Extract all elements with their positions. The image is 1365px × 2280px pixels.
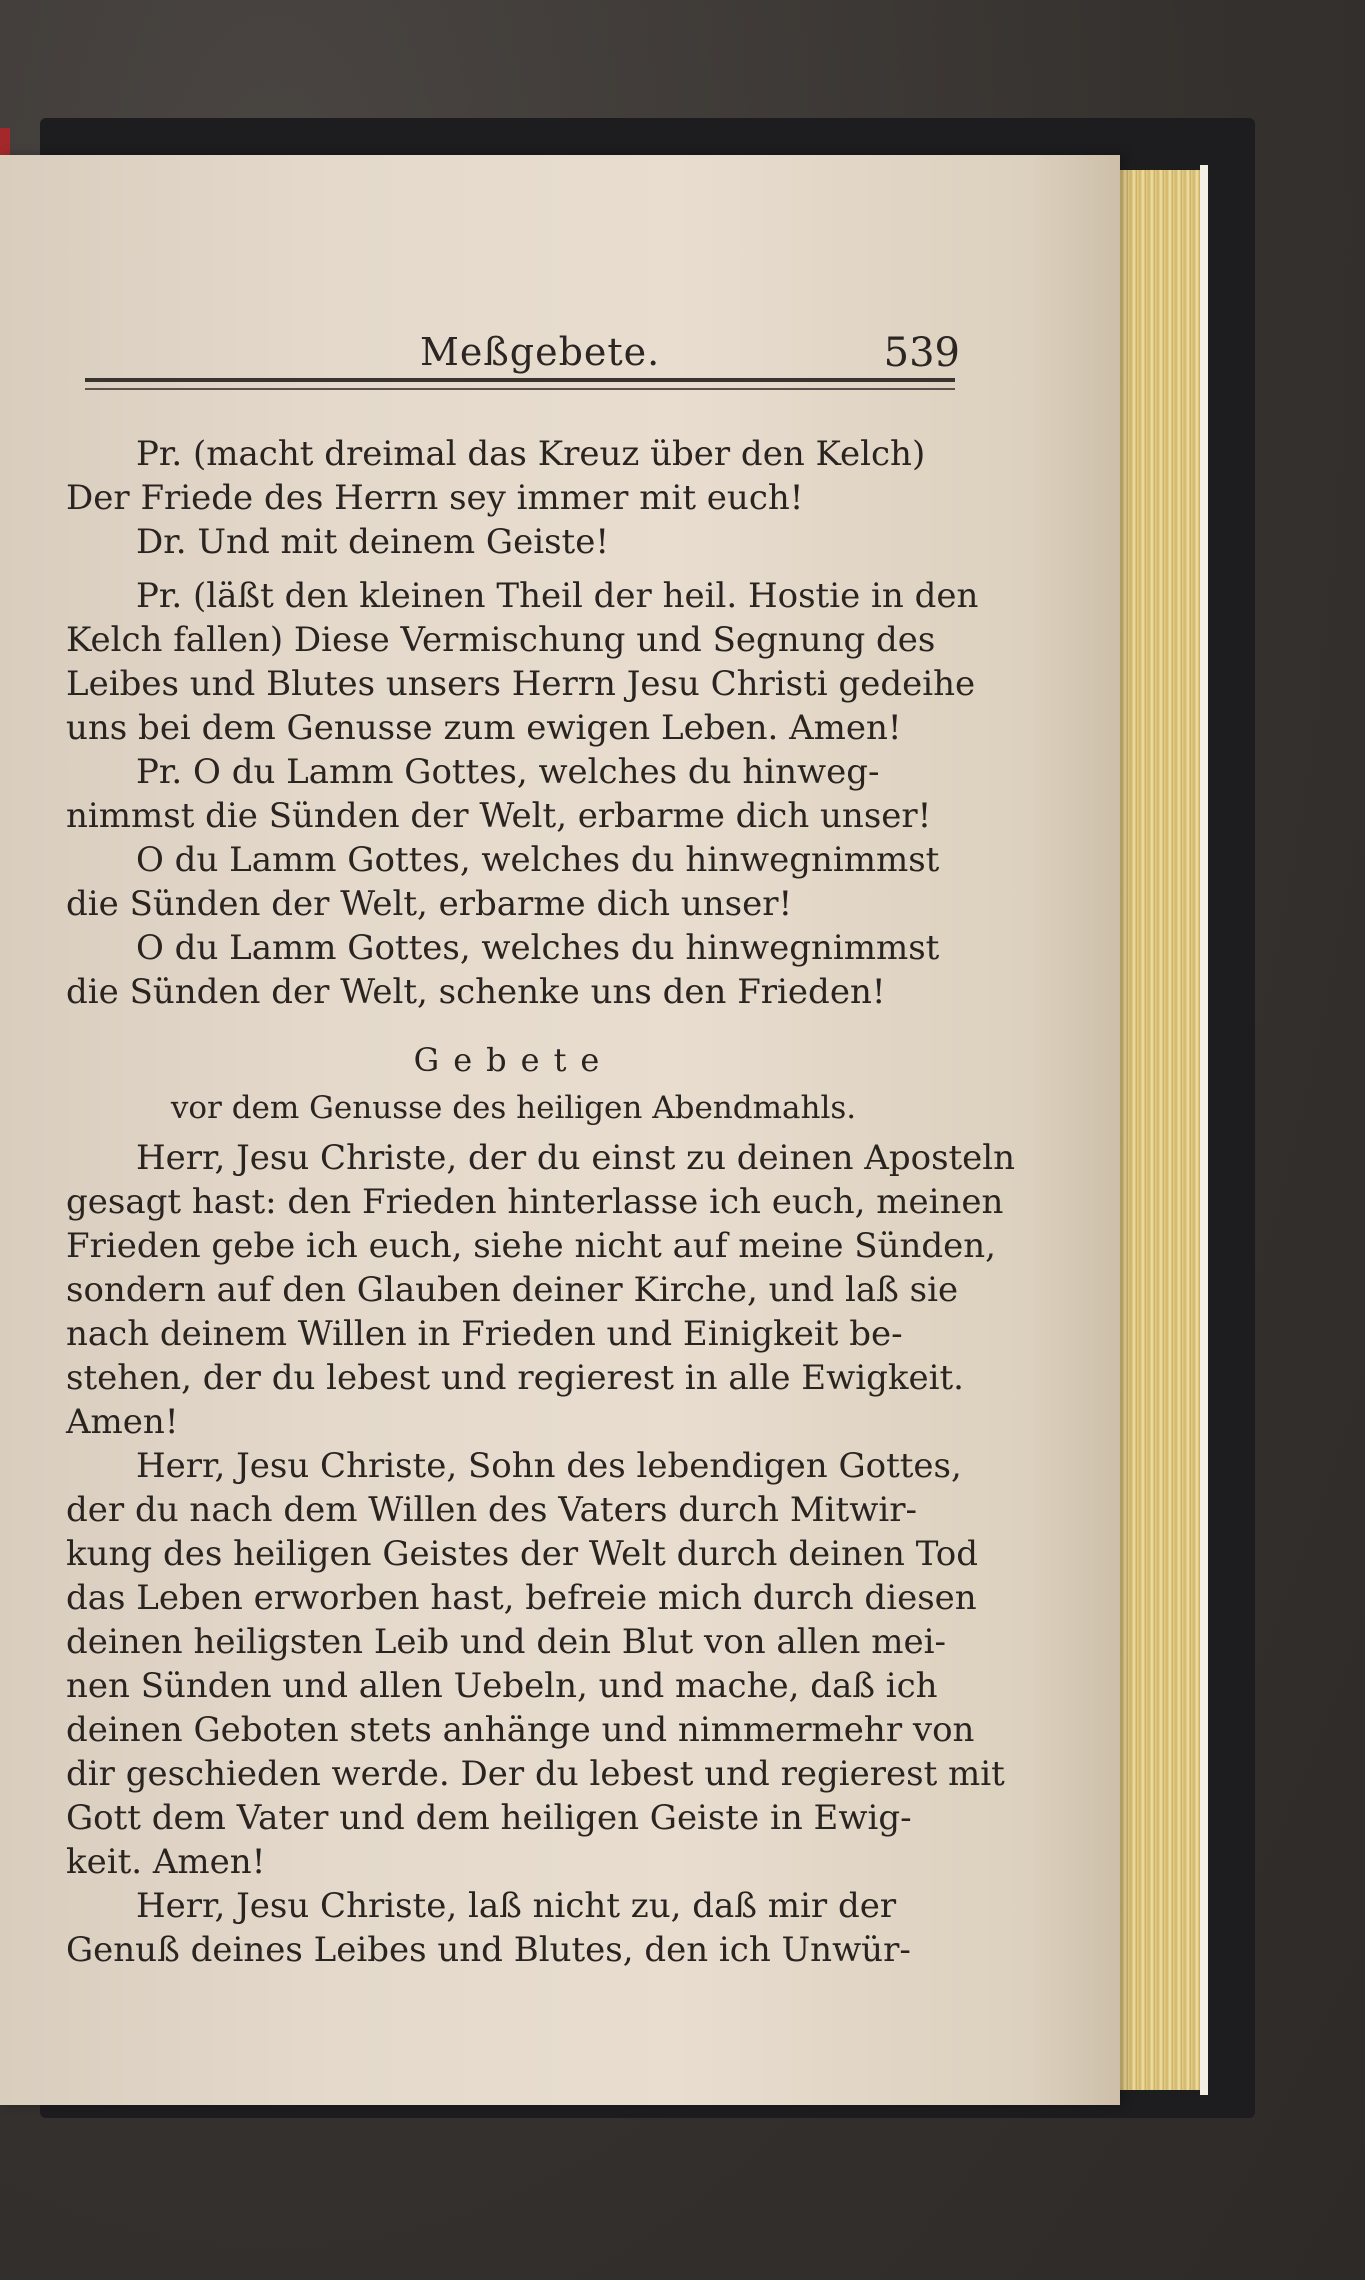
text-line: der du nach dem Willen des Vaters durch Mitwir- xyxy=(66,1490,917,1530)
header-rule-thin xyxy=(85,388,955,390)
text-line: uns bei dem Genusse zum ewigen Leben. Amen! xyxy=(66,708,902,748)
page-edge-highlight xyxy=(1200,165,1208,2095)
text-line: Pr. (macht dreimal das Kreuz über den Kelch) xyxy=(136,434,926,474)
running-title: Meßgebete. xyxy=(420,330,661,374)
header-rule xyxy=(85,378,955,382)
text-line: Leibes und Blutes unsers Herrn Jesu Christi gedeihe xyxy=(66,664,976,704)
text-line: Herr, Jesu Christe, der du einst zu deinen Aposteln xyxy=(136,1138,1016,1178)
text-line: nach deinem Willen in Frieden und Einigkeit be- xyxy=(66,1314,903,1354)
text-line: O du Lamm Gottes, welches du hinwegnimmst xyxy=(136,928,940,968)
page-number: 539 xyxy=(883,330,960,376)
text-line: Pr. (läßt den kleinen Theil der heil. Hostie in den xyxy=(136,576,979,616)
text-line: gesagt hast: den Frieden hinterlasse ich euch, meinen xyxy=(66,1182,1004,1222)
text-line: Herr, Jesu Christe, Sohn des lebendigen Gottes, xyxy=(136,1446,962,1486)
text-line: deinen Geboten stets anhänge und nimmermehr von xyxy=(66,1710,975,1750)
page-body xyxy=(66,432,1016,1972)
text-line: Der Friede des Herrn sey immer mit euch! xyxy=(66,478,804,518)
text-line: stehen, der du lebest und regierest in alle Ewigkeit. xyxy=(66,1358,964,1398)
text-line: Frieden gebe ich euch, siehe nicht auf meine Sünden, xyxy=(66,1226,996,1266)
text-line: O du Lamm Gottes, welches du hinwegnimmst xyxy=(136,840,940,880)
text-line: sondern auf den Glauben deiner Kirche, und laß sie xyxy=(66,1270,959,1310)
section-heading: Gebete xyxy=(413,1041,614,1079)
text-line: Herr, Jesu Christe, laß nicht zu, daß mir der xyxy=(136,1886,897,1926)
text-line: keit. Amen! xyxy=(66,1842,266,1882)
section-subheading: vor dem Genusse des heiligen Abendmahls. xyxy=(170,1090,857,1126)
text-line: dir geschieden werde. Der du lebest und regierest mit xyxy=(66,1754,1005,1794)
text-line: Gott dem Vater und dem heiligen Geiste in Ewig- xyxy=(66,1798,912,1838)
text-line: nimmst die Sünden der Welt, erbarme dich unser! xyxy=(66,796,932,836)
text-line: Kelch fallen) Diese Vermischung und Segnung des xyxy=(66,620,936,660)
text-line: die Sünden der Welt, erbarme dich unser! xyxy=(66,884,793,924)
text-line: Amen! xyxy=(66,1402,179,1442)
text-line: Dr. Und mit deinem Geiste! xyxy=(136,522,609,562)
text-line: Pr. O du Lamm Gottes, welches du hinweg- xyxy=(136,752,880,792)
text-line: nen Sünden und allen Uebeln, und mache, daß ich xyxy=(66,1666,938,1706)
page-edges xyxy=(1110,170,1205,2090)
text-line: die Sünden der Welt, schenke uns den Frieden! xyxy=(66,972,886,1012)
text-line: deinen heiligsten Leib und dein Blut von allen mei- xyxy=(66,1622,946,1662)
text-line: kung des heiligen Geistes der Welt durch deinen Tod xyxy=(66,1534,978,1574)
text-line: das Leben erworben hast, befreie mich durch diesen xyxy=(66,1578,977,1618)
text-line: Genuß deines Leibes und Blutes, den ich Unwür- xyxy=(66,1930,911,1970)
